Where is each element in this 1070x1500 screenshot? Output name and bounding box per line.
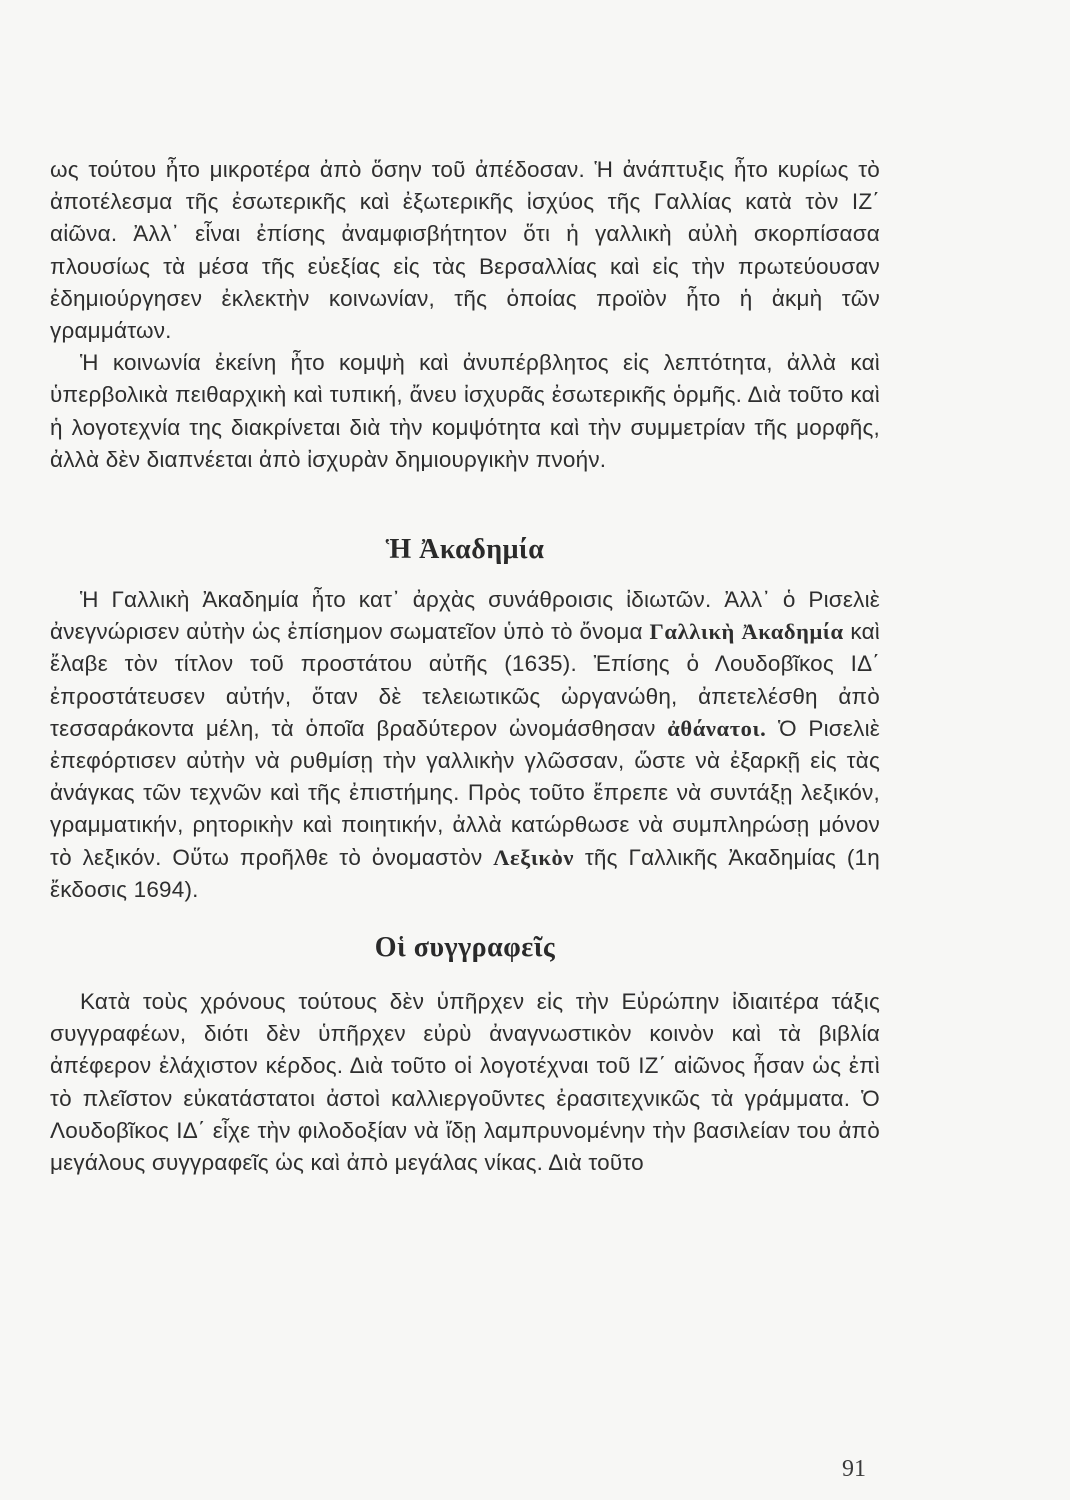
heading-writers: Οἱ συγγραφεῖς: [374, 932, 556, 964]
page-body: [50, 154, 880, 1179]
page-number: 91: [842, 1456, 866, 1482]
paragraph-intro: ως τούτου ἦτο μικροτέρα ἀπὸ ὅσην τοῦ ἀπέδοσαν. Ἡ ἀνάπτυξις ἦτο κυρίως τὸ ἀποτέλεσμα τῆς ἐσωτερικῆς καὶ ἐξωτερικῆς ἰσχύος τῆς Γαλλίας κατὰ τὸν ΙΖ΄ αἰῶνα. Ἀλλ᾽ εἶναι ἐπίσης ἀναμφισβήτητον ὅτι ἡ γαλλικὴ αὐλὴ σκορπίσασα πλουσίως τὰ μέσα τῆς εὐεξίας εἰς τὰς Βερσαλλίας καὶ εἰς τὴν πρωτεύουσαν ἐδημιούργησεν ἐκλεκτὴν κοινωνίαν, τῆς ὁποίας προϊὸν ἦτο ἡ ἀκμὴ τῶν γραμμάτων.: [50, 157, 880, 344]
term-gallike-akademia: Γαλλικὴ Ἀκαδημία: [649, 619, 844, 645]
paragraph-writers: Κατὰ τοὺς χρόνους τούτους δὲν ὑπῆρχεν εἰς τὴν Εὐρώπην ἰδιαιτέρα τάξις συγγραφέων, διότι δὲν ὑπῆρχεν εὐρὺ ἀναγνωστικὸν κοινὸν καὶ τὰ βιβλία ἀπέφερον ἐλάχιστον κέρδος. Διὰ τοῦτο οἱ λογοτέχναι τοῦ ΙΖ΄ αἰῶνος ἦσαν ὡς ἐπὶ τὸ πλεῖστον εὐκατάστατοι ἀστοὶ καλλιεργοῦντες ἐρασιτεχνικῶς τὰ γράμματα. Ὁ Λουδοβῖκος ΙΔ΄ εἶχε τὴν φιλοδοξίαν νὰ ἴδῃ λαμπρυνομένην τὴν βασιλείαν του ἀπὸ μεγάλους συγγραφεῖς ὡς καὶ ἀπὸ μεγάλας νίκας. Διὰ τοῦτο: [50, 989, 880, 1176]
term-lexikon: Λεξικὸν: [493, 844, 575, 870]
paragraph-academy-text-2: καὶ ἔλαβε τὸν τίτλον τοῦ προστάτου αὐτῆς (1635). Ἐπίσης ὁ Λουδοβῖκος ΙΔ΄ ἐπροστάτευσεν αὐτήν, ὅταν δὲ τελειωτικῶς ὠργανώθη, ἀπετελέσθη ἀπὸ τεσσαράκοντα μέλη, τὰ ὁποῖα βραδύτερον ὠνομάσθησαν: [50, 619, 880, 741]
paragraph-academy-text-1: Ἡ Γαλλικὴ Ἀκαδημία ἦτο κατ᾽ ἀρχὰς συνάθροισις ἰδιωτῶν. Ἀλλ᾽ ὁ Ρισελιὲ ἀνεγνώρισεν αὐτὴν ὡς ἐπίσημον σωματεῖον ὑπὸ τὸ ὄνομα: [50, 587, 880, 645]
paragraph-academy: [50, 584, 880, 906]
paragraph-society: Ἡ κοινωνία ἐκείνη ἦτο κομψὴ καὶ ἀνυπέρβλητος εἰς λεπτότητα, ἀλλὰ καὶ ὑπερβολικὰ πειθαρχικὴ καὶ τυπική, ἄνευ ἰσχυρᾶς ἐσωτερικῆς ὁρμῆς. Διὰ τοῦτο καὶ ἡ λογοτεχνία της διακρίνεται διὰ τὴν κομψότητα καὶ τὴν συμμετρίαν τῆς μορφῆς, ἀλλὰ δὲν διαπνέεται ἀπὸ ἰσχυρὰν δημιουργικὴν πνοήν.: [50, 350, 880, 472]
paragraph-academy-text-3: Ὁ Ρισελιὲ ἐπεφόρτισεν αὐτὴν νὰ ρυθμίσῃ τὴν γαλλικὴν γλῶσσαν, ὥστε νὰ ἐξαρκῇ εἰς τὰς ἀνάγκας τῶν τεχνῶν καὶ τῆς ἐπιστήμης. Πρὸς τοῦτο ἔπρεπε νὰ συντάξῃ λεξικόν, γραμματικήν, ρητορικὴν καὶ ποιητικήν, ἀλλὰ κατώρθωσε νὰ συμπληρώσῃ μόνον τὸ λεξικόν. Οὕτω προῆλθε τὸ ὀνομαστὸν: [50, 715, 880, 870]
paragraph-academy-text-4: τῆς Γαλλικῆς Ἀκαδημίας (1η ἔκδοσις 1694).: [50, 844, 880, 902]
term-athanatoi: ἀθάνατοι.: [667, 715, 767, 741]
heading-academy: Ἡ Ἀκαδημία: [385, 534, 545, 566]
